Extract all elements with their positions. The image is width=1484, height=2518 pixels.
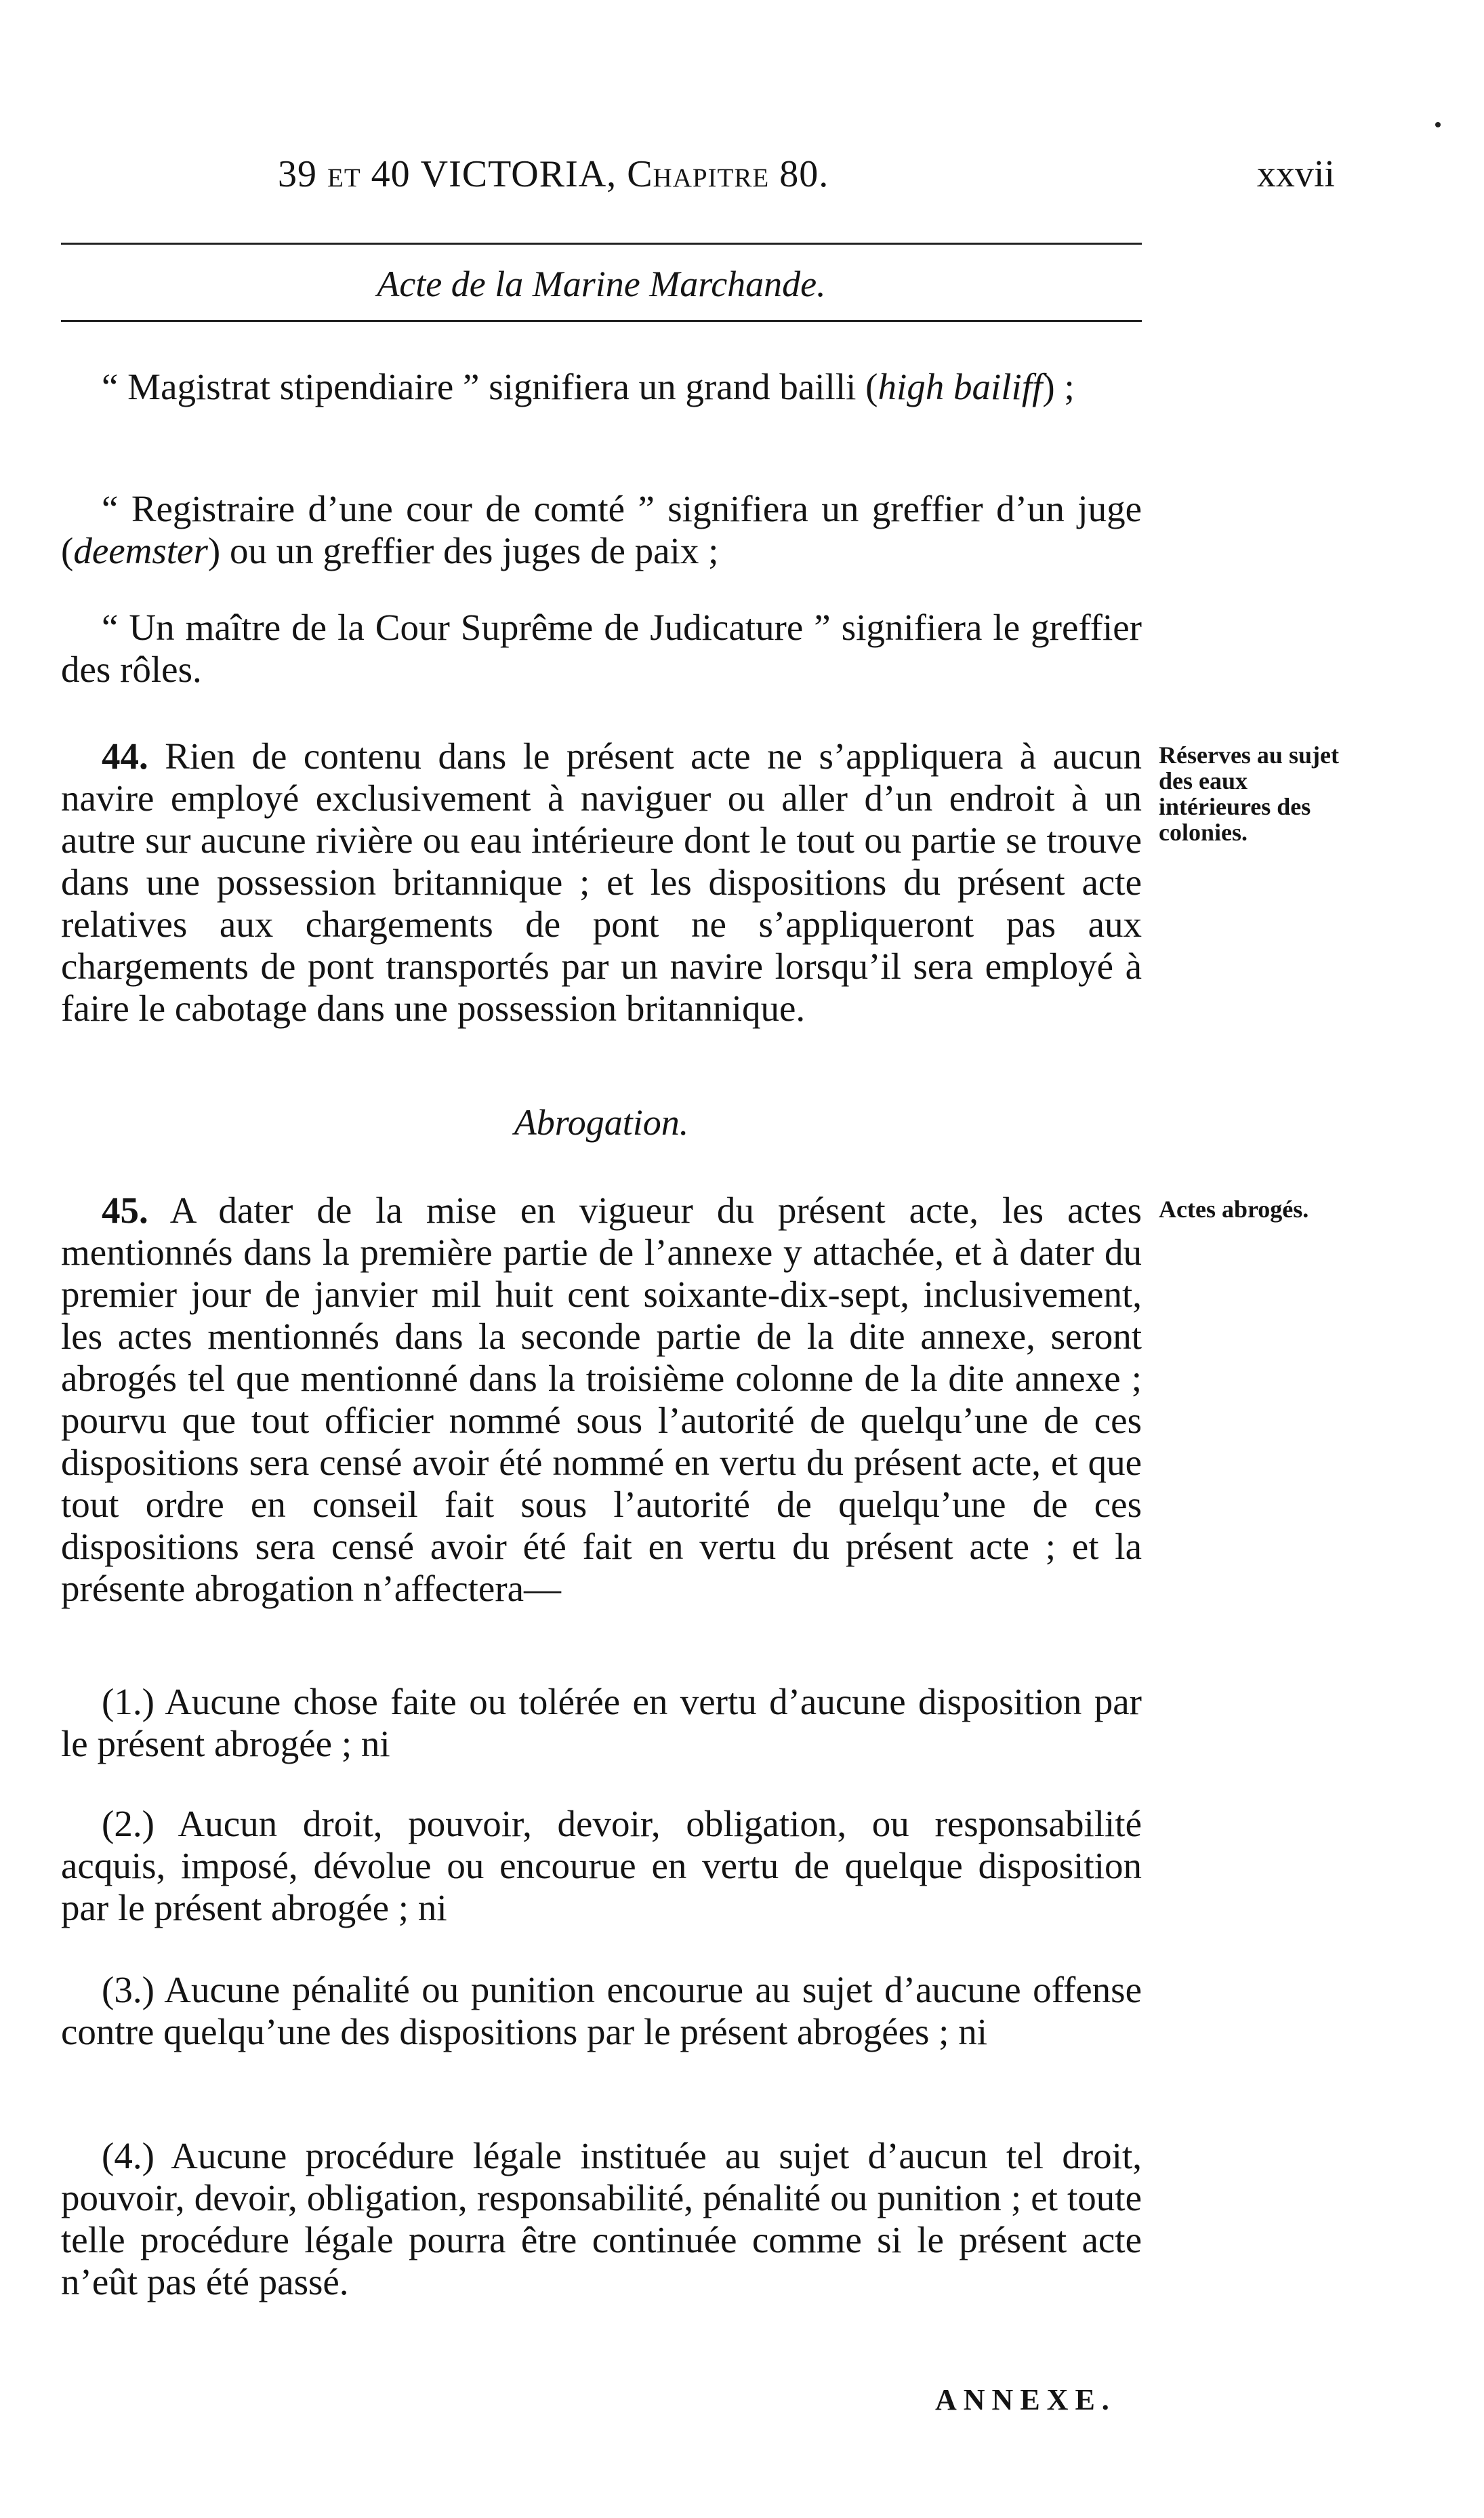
def3-text: “ Un maître de la Cour Suprême de Judicature ” signifiera le greffier des rôles.	[61, 607, 1142, 690]
clause-1-text: (1.) Aucune chose faite ou tolérée en vertu d’aucune disposition par le présent abrogée ; ni	[61, 1681, 1142, 1764]
chapter-prefix: 39 et 40	[278, 153, 421, 195]
chapter-main: VICTORIA,	[420, 153, 627, 195]
clause-3	[61, 1969, 1142, 2053]
page-number: xxvii	[1256, 153, 1335, 195]
page-header	[0, 153, 1484, 207]
section-45-text: A dater de la mise en vigueur du présent acte, les actes mentionnés dans la première partie de l’annexe y attachée, et à dater du premier jour de janvier mil huit cent soixante-dix-sept, inclusivement, les actes mentionnés dans la seconde partie de la dite annexe, seront abrogés tel que mentionné dans la troisième colonne de la dite annexe ; pourvu que tout officier nommé sous l’autorité de quelqu’une de ces dispositions sera censé avoir été nommé en vertu du présent acte, et que tout ordre en conseil fait sous l’autorité de quelqu’une de ces dispositions sera censé avoir été fait en vertu du présent acte ; et la présente abrogation n’affectera—	[61, 1190, 1142, 1609]
annexe-heading: ANNEXE.	[935, 2383, 1116, 2416]
print-speck	[1435, 122, 1441, 127]
section-45	[61, 1190, 1142, 1610]
act-title: Acte de la Marine Marchande.	[377, 264, 826, 304]
section-44-text: Rien de contenu dans le présent acte ne s’appliquera à aucun navire employé exclusivement à naviguer ou aller d’un endroit à un autre sur aucune rivière ou eau intérieure dont le tout ou partie se trouve dans une possession britannique ; et les dispositions du présent acte relatives aux chargements de pont ne s’appliqueront pas aux chargements de pont transportés par un navire lorsqu’il sera employé à faire le cabotage dans une possession britannique.	[61, 735, 1142, 1029]
clause-4-text: (4.) Aucune procédure légale instituée au sujet d’aucun tel droit, pouvoir, devoir, obligation, responsabilité, pénalité ou punition ; et toute telle procédure légale pourra être continuée comme si le présent acte n’eût pas été passé.	[61, 2135, 1142, 2302]
chapter-suffix: Chapitre 80.	[627, 153, 829, 195]
def2-end: ) ou un greffier des juges de paix ;	[207, 530, 719, 571]
clause-1	[61, 1681, 1142, 1765]
section-45-number: 45.	[102, 1190, 148, 1231]
margin-note-44: Réserves au sujet des eaux intérieures des colonies.	[1159, 742, 1339, 846]
def1-end: ) ;	[1042, 366, 1075, 407]
top-rule	[61, 243, 1142, 245]
definition-2	[61, 488, 1142, 572]
clause-2-text: (2.) Aucun droit, pouvoir, devoir, obligation, ou responsabilité acquis, imposé, dévolue ou encourue en vertu de quelque disposition par le présent abrogée ; ni	[61, 1803, 1142, 1928]
clause-3-text: (3.) Aucune pénalité ou punition encourue au sujet d’aucune offense contre quelqu’une des dispositions par le présent abrogées ; ni	[61, 1969, 1142, 2052]
clause-2	[61, 1803, 1142, 1929]
def1-italic: high bailiff	[878, 366, 1043, 407]
def2-start: “ Registraire d’une cour de comté ” signifiera un greffier d’un juge (	[61, 488, 1142, 571]
definition-3	[61, 607, 1142, 691]
bottom-rule	[61, 320, 1142, 322]
running-head	[278, 153, 829, 196]
section-44	[61, 735, 1142, 1030]
margin-note-45: Actes abrogés.	[1159, 1196, 1309, 1223]
section-44-number: 44.	[102, 735, 148, 777]
abrogation-heading: Abrogation.	[514, 1102, 689, 1143]
definition-1	[61, 366, 1142, 408]
def1-start: “ Magistrat stipendiaire ” signifiera un grand bailli (	[102, 366, 878, 407]
clause-4	[61, 2135, 1142, 2303]
def2-italic: deemster	[73, 530, 208, 571]
